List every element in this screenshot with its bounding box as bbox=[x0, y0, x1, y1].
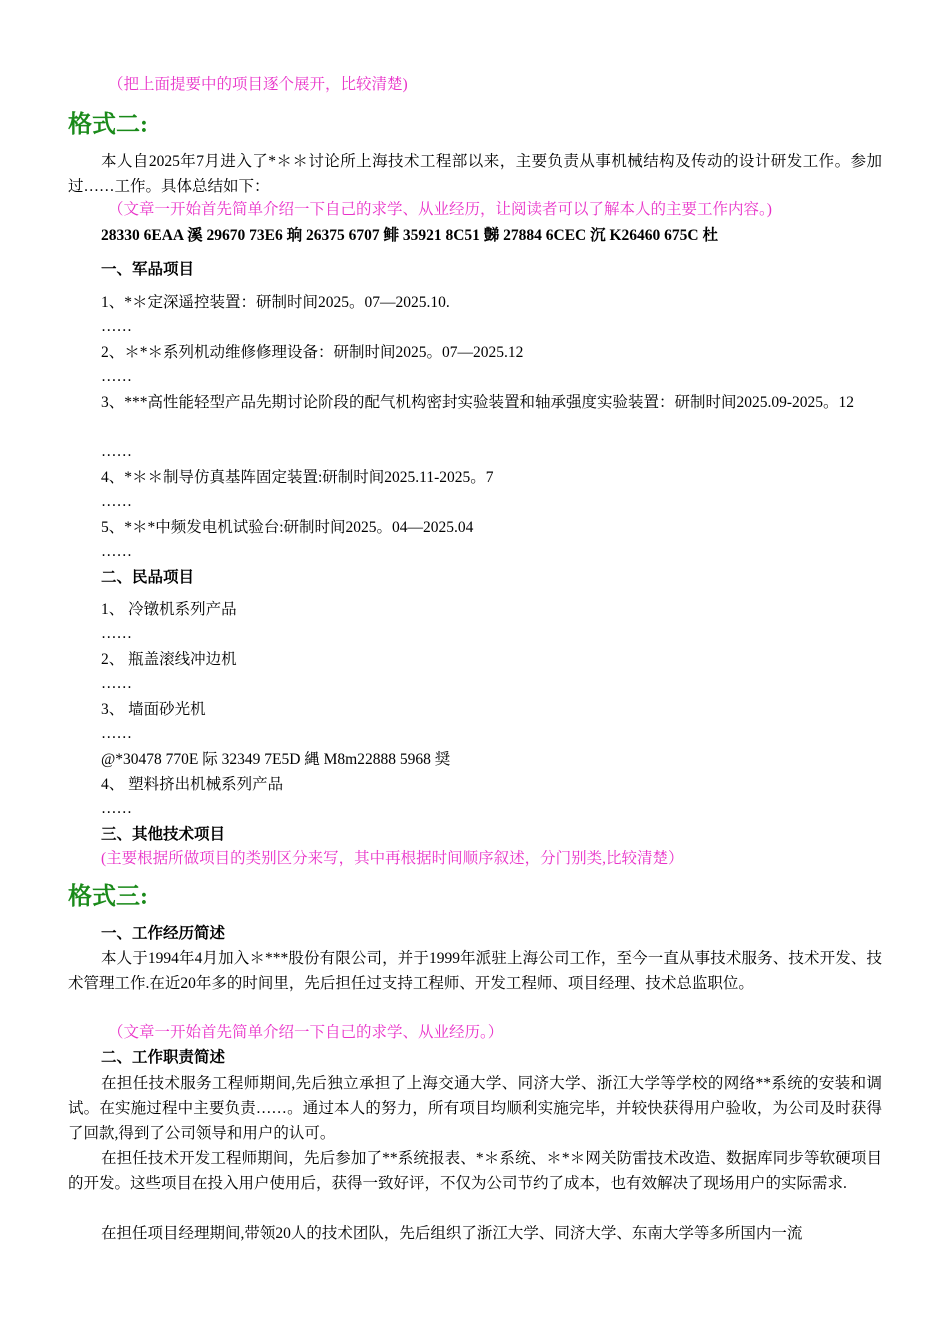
sec2-heading: 二、工作职责简述 bbox=[101, 1049, 226, 1066]
garbled-line-2: @*30478 770E 际 32349 7E5D 縄 M8m22888 5968 奨 bbox=[101, 751, 451, 768]
civil-item-3: 3、 墙面砂光机 bbox=[101, 701, 206, 718]
military-item-2: 2、＊*＊系列机动维修修理设备：研制时间2025。07—2025.12 bbox=[101, 344, 524, 361]
ellipsis: …… bbox=[101, 543, 132, 560]
ellipsis: …… bbox=[101, 443, 132, 460]
sec1-heading: 一、工作经历简述 bbox=[101, 925, 226, 942]
format3-heading: 格式三: bbox=[68, 884, 148, 910]
garbled-line: 28330 6EAA 溪 29670 73E6 珦 26375 6707 鲱 35921 8C51 豑 27884 6CEC 沉 K26460 675C 杜 bbox=[101, 227, 719, 244]
ellipsis: …… bbox=[101, 625, 132, 642]
format2-heading: 格式二: bbox=[68, 112, 148, 138]
civil-item-1: 1、 冷镦机系列产品 bbox=[101, 601, 237, 618]
sec2-paragraph-1: 在担任技术服务工程师期间,先后独立承担了上海交通大学、同济大学、浙江大学等学校的网络**系统的安装和调试。在实施过程中主要负责……。通过本人的努力，所有项目均顺利实施完毕，并较快获得用户验收，为公司及时获得了回款,得到了公司领导和用户的认可。 bbox=[68, 1075, 882, 1142]
civil-item-2: 2、 瓶盖滚线冲边机 bbox=[101, 651, 237, 668]
ellipsis: …… bbox=[101, 493, 132, 510]
other-heading: 三、其他技术项目 bbox=[101, 826, 226, 843]
military-item-3: 3、***高性能轻型产品先期讨论阶段的配气机构密封实验装置和轴承强度实验装置：研制时间2025.09-2025。12 bbox=[101, 394, 855, 411]
military-item-1: 1、*＊定深遥控装置：研制时间2025。07—2025.10. bbox=[101, 294, 450, 311]
ellipsis: …… bbox=[101, 318, 132, 335]
format2-paragraph: 本人自2025年7月进入了*＊＊讨论所上海技术工程部以来，主要负责从事机械结构及传动的设计研发工作。参加过……工作。具体总结如下： bbox=[68, 153, 882, 195]
sec2-paragraph-3: 在担任项目经理期间,带领20人的技术团队，先后组织了浙江大学、同济大学、东南大学等多所国内一流 bbox=[101, 1225, 803, 1242]
other-note: (主要根据所做项目的类别区分来写，其中再根据时间顺序叙述，分门别类,比较清楚） bbox=[101, 850, 684, 867]
intro-note: （把上面提要中的项目逐个展开，比较清楚) bbox=[108, 76, 408, 93]
ellipsis: …… bbox=[101, 675, 132, 692]
civil-heading: 二、民品项目 bbox=[101, 569, 195, 586]
sec2-paragraph-2: 在担任技术开发工程师期间，先后参加了**系统报表、*＊系统、＊*＊网关防雷技术改造、数据库同步等软硬项目的开发。这些项目在投入用户使用后，获得一致好评，不仅为公司节约了成本，也有效解决了现场用户的实际需求. bbox=[68, 1150, 882, 1192]
military-item-4: 4、*＊＊制导仿真基阵固定装置:研制时间2025.11-2025。7 bbox=[101, 469, 494, 486]
ellipsis: …… bbox=[101, 368, 132, 385]
sec1-paragraph: 本人于1994年4月加入＊***股份有限公司，并于1999年派驻上海公司工作，至今一直从事技术服务、技术开发、技术管理工作.在近20年多的时间里，先后担任过支持工程师、开发工程师、项目经理、技术总监职位。 bbox=[68, 950, 882, 992]
ellipsis: …… bbox=[101, 725, 132, 742]
military-item-5: 5、*＊*中频发电机试验台:研制时间2025。04—2025.04 bbox=[101, 519, 474, 536]
ellipsis: …… bbox=[101, 800, 132, 817]
sec1-note: （文章一开始首先简单介绍一下自己的求学、从业经历。） bbox=[108, 1024, 504, 1041]
civil-item-4: 4、 塑料挤出机械系列产品 bbox=[101, 776, 284, 793]
format2-note: （文章一开始首先简单介绍一下自己的求学、从业经历，让阅读者可以了解本人的主要工作内容。) bbox=[108, 201, 772, 218]
military-heading: 一、军品项目 bbox=[101, 261, 195, 278]
